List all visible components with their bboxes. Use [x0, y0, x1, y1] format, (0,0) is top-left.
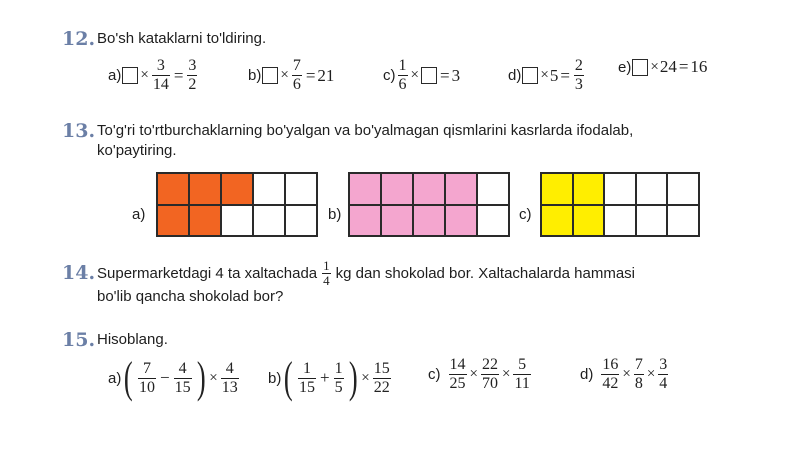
fraction: $\frac{16}{42}$ — [602, 356, 619, 392]
fraction: $\frac{1}{4}$ — [323, 258, 330, 288]
shaded-cell — [445, 205, 477, 237]
problem-14-line2: bo'lib qancha shokolad bor? — [97, 288, 284, 305]
shaded-cell — [573, 205, 605, 237]
empty-cell — [604, 205, 636, 237]
problem-15b — [268, 353, 393, 402]
empty-cell — [636, 205, 668, 237]
empty-cell — [477, 205, 509, 237]
fraction: $\frac{3}{14}$ — [152, 57, 169, 93]
shaded-cell — [381, 205, 413, 237]
right-paren: ) — [348, 353, 358, 402]
fraction: $\frac{7}{10}$ — [139, 359, 155, 396]
empty-cell — [636, 173, 668, 205]
problem-14-text-post: kg dan shokolad bor. Xaltachalarda hammasi — [335, 265, 635, 282]
equals-sign: = — [173, 65, 184, 85]
shaded-cell — [445, 173, 477, 205]
fraction: $\frac{1}{15}$ — [299, 359, 315, 396]
item-label: b) — [268, 369, 282, 387]
rhs-value: 21 — [317, 65, 335, 85]
shaded-cell — [221, 173, 253, 205]
shaded-cell — [189, 173, 221, 205]
equals-sign: = — [305, 65, 316, 85]
item-label: d) — [580, 366, 594, 383]
problem-15d — [580, 356, 670, 393]
left-paren: ( — [284, 353, 294, 402]
fraction: $\frac{15}{22}$ — [373, 359, 390, 396]
empty-cell — [285, 205, 317, 237]
rhs-value: 16 — [690, 57, 708, 76]
problem-15a — [108, 353, 241, 402]
shaded-cell — [349, 173, 381, 205]
empty-cell — [667, 205, 699, 237]
fraction: $\frac{1}{6}$ — [398, 57, 407, 93]
blank-box[interactable] — [632, 59, 648, 76]
item-label: d) — [508, 67, 522, 84]
item-label: a) — [108, 67, 122, 84]
fraction: $\frac{7}{8}$ — [634, 356, 643, 392]
empty-cell — [477, 173, 509, 205]
rhs-value: 3 — [451, 65, 461, 85]
times-sign: × — [361, 369, 370, 386]
item-label: c) — [383, 67, 396, 84]
empty-cell — [253, 205, 285, 237]
plus-sign: + — [320, 368, 330, 387]
shaded-cell — [157, 173, 189, 205]
problem-12a — [108, 57, 199, 94]
equals-sign: = — [439, 65, 450, 85]
shaded-cell — [157, 205, 189, 237]
minus-sign: − — [160, 368, 170, 387]
fraction: $\frac{14}{25}$ — [449, 356, 466, 392]
fraction: $\frac{3}{2}$ — [188, 57, 197, 93]
times-sign: × — [501, 366, 511, 382]
shaded-cell — [541, 173, 573, 205]
grid-b — [348, 172, 510, 237]
empty-cell — [253, 173, 285, 205]
problem-15c — [428, 356, 533, 393]
grid-b-label: b) — [328, 206, 342, 223]
problem-14-text-pre: Supermarketdagi 4 ta xaltachada — [97, 265, 318, 282]
equals-sign: = — [678, 57, 689, 76]
problem-15-text: Hisoblang. — [97, 331, 168, 348]
item-label: c) — [428, 366, 441, 383]
empty-cell — [604, 173, 636, 205]
fraction: $\frac{4}{15}$ — [174, 359, 191, 396]
item-label: b) — [248, 67, 262, 84]
blank-box[interactable] — [262, 67, 278, 84]
problem-12-number: 12. — [62, 28, 96, 50]
shaded-cell — [413, 173, 445, 205]
problem-15-number: 15. — [62, 329, 96, 351]
problem-12d — [508, 57, 586, 94]
equals-sign: = — [560, 65, 570, 85]
fraction: $\frac{1}{5}$ — [334, 359, 343, 396]
left-paren: ( — [124, 353, 134, 402]
problem-12-text: Bo'sh kataklarni to'ldiring. — [97, 30, 267, 47]
shaded-cell — [381, 173, 413, 205]
grid-a-label: a) — [132, 206, 146, 223]
problem-12c — [383, 57, 460, 94]
fraction: $\frac{5}{11}$ — [514, 356, 530, 392]
fraction: $\frac{7}{6}$ — [292, 57, 301, 93]
problem-12b — [248, 57, 334, 94]
empty-cell — [667, 173, 699, 205]
blank-box[interactable] — [522, 67, 538, 84]
grid-c-label: c) — [519, 206, 532, 223]
problem-13-line1: To'g'ri to'rtburchaklarning bo'yalgan va bo'yalmagan qismlarini kasrlarda ifodalab, — [97, 122, 634, 139]
shaded-cell — [189, 205, 221, 237]
times-sign: × — [280, 67, 289, 83]
times-sign: × — [469, 366, 478, 382]
factor-value: 24 — [659, 57, 677, 76]
times-sign: × — [410, 67, 419, 83]
times-sign: × — [140, 67, 149, 83]
times-sign: × — [209, 369, 218, 386]
times-sign: × — [646, 366, 656, 382]
problem-12e — [618, 57, 707, 77]
blank-box[interactable] — [421, 67, 437, 84]
fraction: $\frac{22}{70}$ — [481, 356, 498, 392]
blank-box[interactable] — [122, 67, 138, 84]
problem-14-number: 14. — [62, 262, 96, 284]
item-label: e) — [618, 58, 632, 76]
problem-13-number: 13. — [62, 120, 96, 142]
times-sign: × — [540, 67, 549, 83]
factor-value: 5 — [549, 65, 559, 85]
shaded-cell — [349, 205, 381, 237]
problem-13-line2: ko'paytiring. — [97, 142, 177, 159]
grid-a — [156, 172, 318, 237]
item-label: a) — [108, 369, 122, 387]
shaded-cell — [413, 205, 445, 237]
fraction: $\frac{2}{3}$ — [574, 57, 583, 93]
fraction: $\frac{3}{4}$ — [659, 356, 668, 392]
grid-c — [540, 172, 700, 237]
times-sign: × — [622, 366, 631, 382]
shaded-cell — [541, 205, 573, 237]
fraction: $\frac{4}{13}$ — [221, 359, 238, 396]
problem-14-line1 — [97, 259, 635, 288]
empty-cell — [221, 205, 253, 237]
times-sign: × — [650, 58, 659, 75]
empty-cell — [285, 173, 317, 205]
right-paren: ) — [196, 353, 206, 402]
shaded-cell — [573, 173, 605, 205]
